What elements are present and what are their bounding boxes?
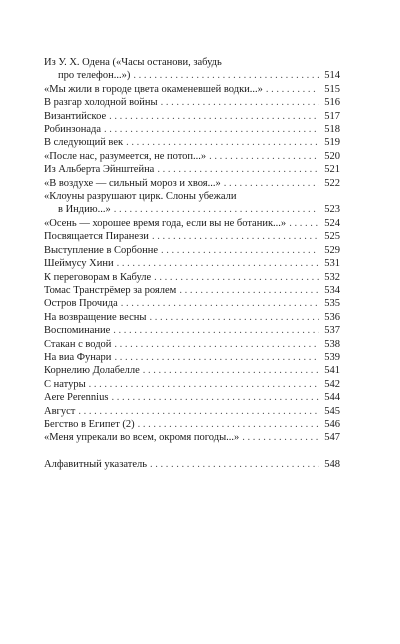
- dot-leader: [161, 244, 319, 257]
- toc-entry: [44, 163, 340, 176]
- entry-title: Из Альберта Эйнштейна: [44, 164, 155, 176]
- page-number: 516: [324, 97, 340, 109]
- dot-leader: [121, 297, 319, 310]
- entry-title: Выступление в Сорбонне: [44, 244, 159, 256]
- dot-leader: [209, 150, 319, 163]
- entry-title-line: Из У. Х. Одена («Часы останови, забудь: [44, 57, 222, 68]
- entry-title: Томас Транстрёмер за роялем: [44, 284, 177, 296]
- dot-leader: [152, 230, 319, 243]
- toc-entry: [44, 378, 340, 391]
- toc-entry: [44, 257, 340, 270]
- toc-entry: [44, 244, 340, 257]
- page-number: 541: [324, 365, 340, 377]
- toc-entry: [44, 56, 340, 83]
- entry-title: На виа Фунари: [44, 351, 112, 363]
- dot-leader: [143, 364, 319, 377]
- page-number: 545: [324, 405, 340, 417]
- entry-title: в Индию...»: [58, 204, 111, 216]
- entry-title: Робинзонада: [44, 124, 102, 136]
- toc-entry: [44, 271, 340, 284]
- dot-leader: [157, 163, 319, 176]
- dot-leader: [138, 418, 319, 431]
- dot-leader: [242, 431, 319, 444]
- page-number: 544: [324, 392, 340, 404]
- toc-entry: [44, 324, 340, 337]
- entry-title: Aere Perennius: [44, 392, 109, 404]
- entry-title: Алфавитный указатель: [44, 458, 148, 470]
- entry-title: Остров Прочида: [44, 298, 118, 310]
- toc-entry: [44, 338, 340, 351]
- page-number: 532: [324, 271, 340, 283]
- page-number: 536: [324, 311, 340, 323]
- dot-leader: [114, 203, 319, 216]
- page-number: 521: [324, 164, 340, 176]
- toc-entry: [44, 364, 340, 377]
- dot-leader: [104, 123, 319, 136]
- toc-entry: [44, 311, 340, 324]
- table-of-contents: [44, 56, 340, 471]
- page-number: 517: [324, 110, 340, 122]
- toc-entry: [44, 136, 340, 149]
- toc-entry: [44, 284, 340, 297]
- toc-entry: [44, 230, 340, 243]
- page-number: 529: [324, 244, 340, 256]
- page-number: 515: [324, 83, 340, 95]
- dot-leader: [266, 83, 319, 96]
- page-number: 537: [324, 325, 340, 337]
- toc-entry: [44, 190, 340, 217]
- toc-entry: [44, 110, 340, 123]
- toc-entry: [44, 391, 340, 404]
- page-number: 538: [324, 338, 340, 350]
- toc-entry: [44, 418, 340, 431]
- dot-leader: [109, 110, 319, 123]
- entry-title: Август: [44, 405, 76, 417]
- toc-entry: [44, 123, 340, 136]
- page-number: 547: [324, 432, 340, 444]
- page-number: 534: [324, 284, 340, 296]
- toc-entry: [44, 431, 340, 444]
- entry-title: «Мы жили в городе цвета окаменевшей водки...»: [44, 83, 263, 95]
- page-number: 531: [324, 258, 340, 270]
- entry-title: Шеймусу Хини: [44, 258, 114, 270]
- dot-leader: [161, 96, 319, 109]
- page-number: 518: [324, 124, 340, 136]
- entry-title: С натуры: [44, 378, 86, 390]
- toc-entry: [44, 217, 340, 230]
- dot-leader: [117, 257, 319, 270]
- page-number: 535: [324, 298, 340, 310]
- entry-title: В следующий век: [44, 137, 124, 149]
- dot-leader: [126, 136, 319, 149]
- dot-leader: [113, 324, 319, 337]
- entry-title: На возвращение весны: [44, 311, 147, 323]
- toc-entry: [44, 297, 340, 310]
- dot-leader: [78, 405, 319, 418]
- entry-title: Воспоминание: [44, 325, 111, 337]
- entry-title: Византийское: [44, 110, 107, 122]
- entry-title: Корнелию Долабелле: [44, 365, 140, 377]
- page-number: 548: [324, 458, 340, 470]
- entry-title: Посвящается Пиранези: [44, 231, 149, 243]
- dot-leader: [149, 311, 319, 324]
- entry-title: «Осень — хорошее время года, если вы не ботаник...»: [44, 217, 287, 229]
- page-number: 525: [324, 231, 340, 243]
- dot-leader: [179, 284, 319, 297]
- entry-title-line: «Клоуны разрушают цирк. Слоны убежали: [44, 191, 237, 203]
- entry-title: В разгар холодной войны: [44, 97, 158, 109]
- page-number: 519: [324, 137, 340, 149]
- page-number: 542: [324, 378, 340, 390]
- toc-entry-index: [44, 458, 340, 471]
- dot-leader: [150, 458, 319, 471]
- dot-leader: [154, 271, 319, 284]
- page-number: 539: [324, 351, 340, 363]
- page-number: 522: [324, 177, 340, 189]
- entry-title: К переговорам в Кабуле: [44, 271, 152, 283]
- entry-title: про телефон...»): [58, 70, 131, 82]
- entry-title: Бегство в Египет (2): [44, 418, 135, 430]
- dot-leader: [111, 391, 319, 404]
- dot-leader: [89, 378, 319, 391]
- dot-leader: [289, 217, 319, 230]
- page-number: 524: [324, 217, 340, 229]
- entry-title: «После нас, разумеется, не потоп...»: [44, 150, 207, 162]
- dot-leader: [114, 338, 319, 351]
- toc-entry: [44, 83, 340, 96]
- toc-entry: [44, 405, 340, 418]
- entry-title: «В воздухе — сильный мороз и хвоя...»: [44, 177, 221, 189]
- toc-entry: [44, 96, 340, 109]
- page-number: 546: [324, 418, 340, 430]
- page-number: 514: [324, 70, 340, 82]
- entry-title: Стакан с водой: [44, 338, 112, 350]
- section-gap: [44, 445, 340, 458]
- entry-title: «Меня упрекали во всем, окромя погоды...»: [44, 432, 240, 444]
- dot-leader: [224, 177, 319, 190]
- page-number: 520: [324, 150, 340, 162]
- dot-leader: [133, 69, 319, 82]
- toc-entry: [44, 177, 340, 190]
- page-number: 523: [324, 204, 340, 216]
- toc-entry: [44, 351, 340, 364]
- dot-leader: [114, 351, 319, 364]
- toc-entry: [44, 150, 340, 163]
